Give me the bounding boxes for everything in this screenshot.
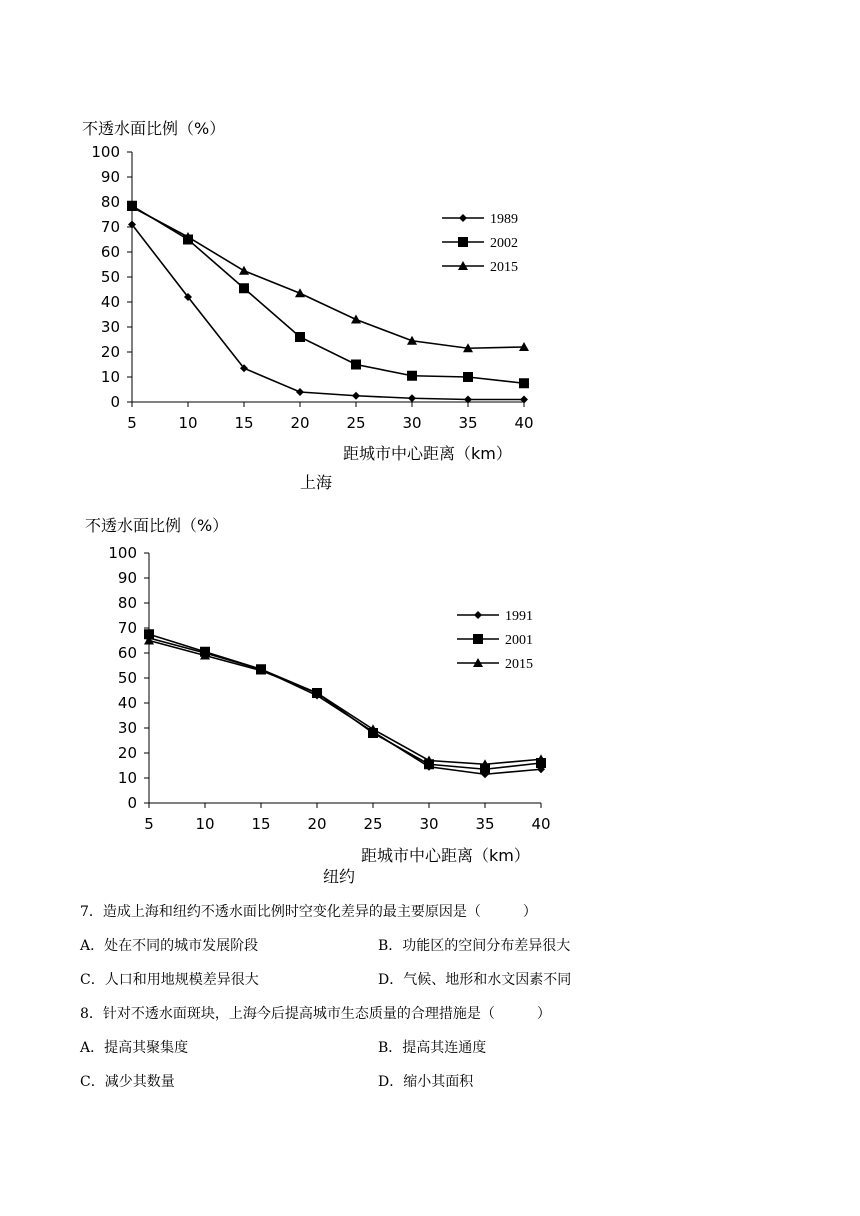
newyork-y-tick-label: 90 (117, 569, 137, 587)
shanghai-x-tick-label: 20 (290, 414, 310, 432)
shanghai-point-2015 (295, 288, 305, 297)
shanghai-legend-marker-1989 (459, 214, 467, 222)
shanghai-y-tick-label: 80 (100, 193, 120, 211)
newyork-chart (0, 508, 860, 908)
newyork-y-tick-label: 50 (117, 669, 137, 687)
shanghai-point-1989 (408, 394, 416, 402)
newyork-y-tick-label: 20 (117, 744, 137, 762)
newyork-chart-svg (0, 508, 860, 908)
newyork-y-tick-label: 100 (108, 544, 137, 562)
shanghai-y-tick-label: 60 (100, 243, 120, 261)
shanghai-legend-label-2015: 2015 (490, 260, 518, 275)
shanghai-point-2015 (239, 266, 249, 275)
question-8-option-d: D．缩小其面积 (378, 1074, 474, 1090)
newyork-x-tick-label: 30 (419, 815, 439, 833)
newyork-series-2015 (144, 636, 546, 769)
shanghai-chart-svg (0, 110, 860, 510)
question-7-stem: 7．造成上海和纽约不透水面比例时空变化差异的最主要原因是（ ） (80, 904, 537, 920)
shanghai-point-1989 (296, 388, 304, 396)
shanghai-x-tick-label: 30 (402, 414, 422, 432)
newyork-legend-marker-2001 (473, 634, 483, 644)
shanghai-point-2015 (351, 315, 361, 324)
shanghai-point-2002 (407, 371, 417, 381)
newyork-x-tick-label: 10 (195, 815, 215, 833)
shanghai-point-2002 (463, 372, 473, 382)
newyork-y-axis-label: 不透水面比例（%） (85, 516, 229, 535)
newyork-legend-marker-1991 (474, 611, 482, 619)
shanghai-x-tick-label: 35 (458, 414, 478, 432)
shanghai-legend-label-1989: 1989 (490, 212, 518, 227)
shanghai-line-2002 (132, 206, 524, 384)
newyork-x-tick-label: 20 (307, 815, 327, 833)
shanghai-point-1989 (352, 392, 360, 400)
shanghai-point-2002 (295, 332, 305, 342)
question-7-option-a: A．处在不同的城市发展阶段 (80, 938, 259, 954)
newyork-y-tick-label: 0 (127, 794, 137, 812)
question-8-option-c: C．减少其数量 (80, 1074, 175, 1090)
newyork-caption: 纽约 (323, 867, 356, 886)
question-7-option-b: B．功能区的空间分布差异很大 (378, 938, 571, 954)
newyork-x-tick-label: 5 (144, 815, 154, 833)
shanghai-y-axis-label: 不透水面比例（%） (82, 119, 226, 138)
shanghai-x-tick-label: 40 (514, 414, 534, 432)
question-8-stem: 8．针对不透水面斑块，上海今后提高城市生态质量的合理措施是（ ） (80, 1006, 551, 1022)
shanghai-chart (0, 110, 860, 510)
newyork-x-tick-label: 40 (531, 815, 551, 833)
question-7-option-c: C．人口和用地规模差异很大 (80, 972, 259, 988)
shanghai-caption: 上海 (300, 473, 333, 492)
newyork-x-tick-label: 15 (251, 815, 271, 833)
newyork-y-tick-label: 60 (117, 644, 137, 662)
shanghai-y-tick-label: 40 (100, 293, 120, 311)
newyork-y-tick-label: 30 (117, 719, 137, 737)
shanghai-line-2015 (132, 207, 524, 348)
shanghai-y-tick-label: 70 (100, 218, 120, 236)
newyork-legend-label-1991: 1991 (505, 609, 533, 624)
shanghai-y-tick-label: 100 (91, 143, 120, 161)
newyork-legend-label-2001: 2001 (505, 633, 533, 648)
newyork-series-2001 (144, 629, 546, 774)
shanghai-y-tick-label: 10 (100, 368, 120, 386)
shanghai-legend-label-2002: 2002 (490, 236, 518, 251)
shanghai-y-tick-label: 30 (100, 318, 120, 336)
shanghai-y-tick-label: 0 (110, 393, 120, 411)
newyork-x-axis-label: 距城市中心距离（km） (361, 846, 530, 865)
shanghai-y-tick-label: 50 (100, 268, 120, 286)
shanghai-y-tick-label: 20 (100, 343, 120, 361)
shanghai-point-2002 (519, 378, 529, 388)
shanghai-legend-marker-2002 (458, 237, 468, 247)
shanghai-y-tick-label: 90 (100, 168, 120, 186)
shanghai-x-tick-label: 15 (234, 414, 254, 432)
shanghai-point-2002 (239, 283, 249, 293)
newyork-x-tick-label: 35 (475, 815, 495, 833)
question-8-option-a: A．提高其聚集度 (80, 1040, 189, 1056)
shanghai-x-tick-label: 10 (178, 414, 198, 432)
shanghai-point-2002 (351, 360, 361, 370)
newyork-y-tick-label: 80 (117, 594, 137, 612)
shanghai-x-tick-label: 25 (346, 414, 366, 432)
question-8-option-b: B．提高其连通度 (378, 1040, 487, 1056)
newyork-x-tick-label: 25 (363, 815, 383, 833)
shanghai-x-tick-label: 5 (127, 414, 137, 432)
newyork-y-tick-label: 40 (117, 694, 137, 712)
newyork-legend-label-2015: 2015 (505, 657, 533, 672)
newyork-y-tick-label: 10 (117, 769, 137, 787)
newyork-y-tick-label: 70 (117, 619, 137, 637)
shanghai-series-2015 (127, 202, 529, 352)
shanghai-x-axis-label: 距城市中心距离（km） (343, 444, 512, 463)
question-7-option-d: D．气候、地形和水文因素不同 (378, 972, 572, 988)
